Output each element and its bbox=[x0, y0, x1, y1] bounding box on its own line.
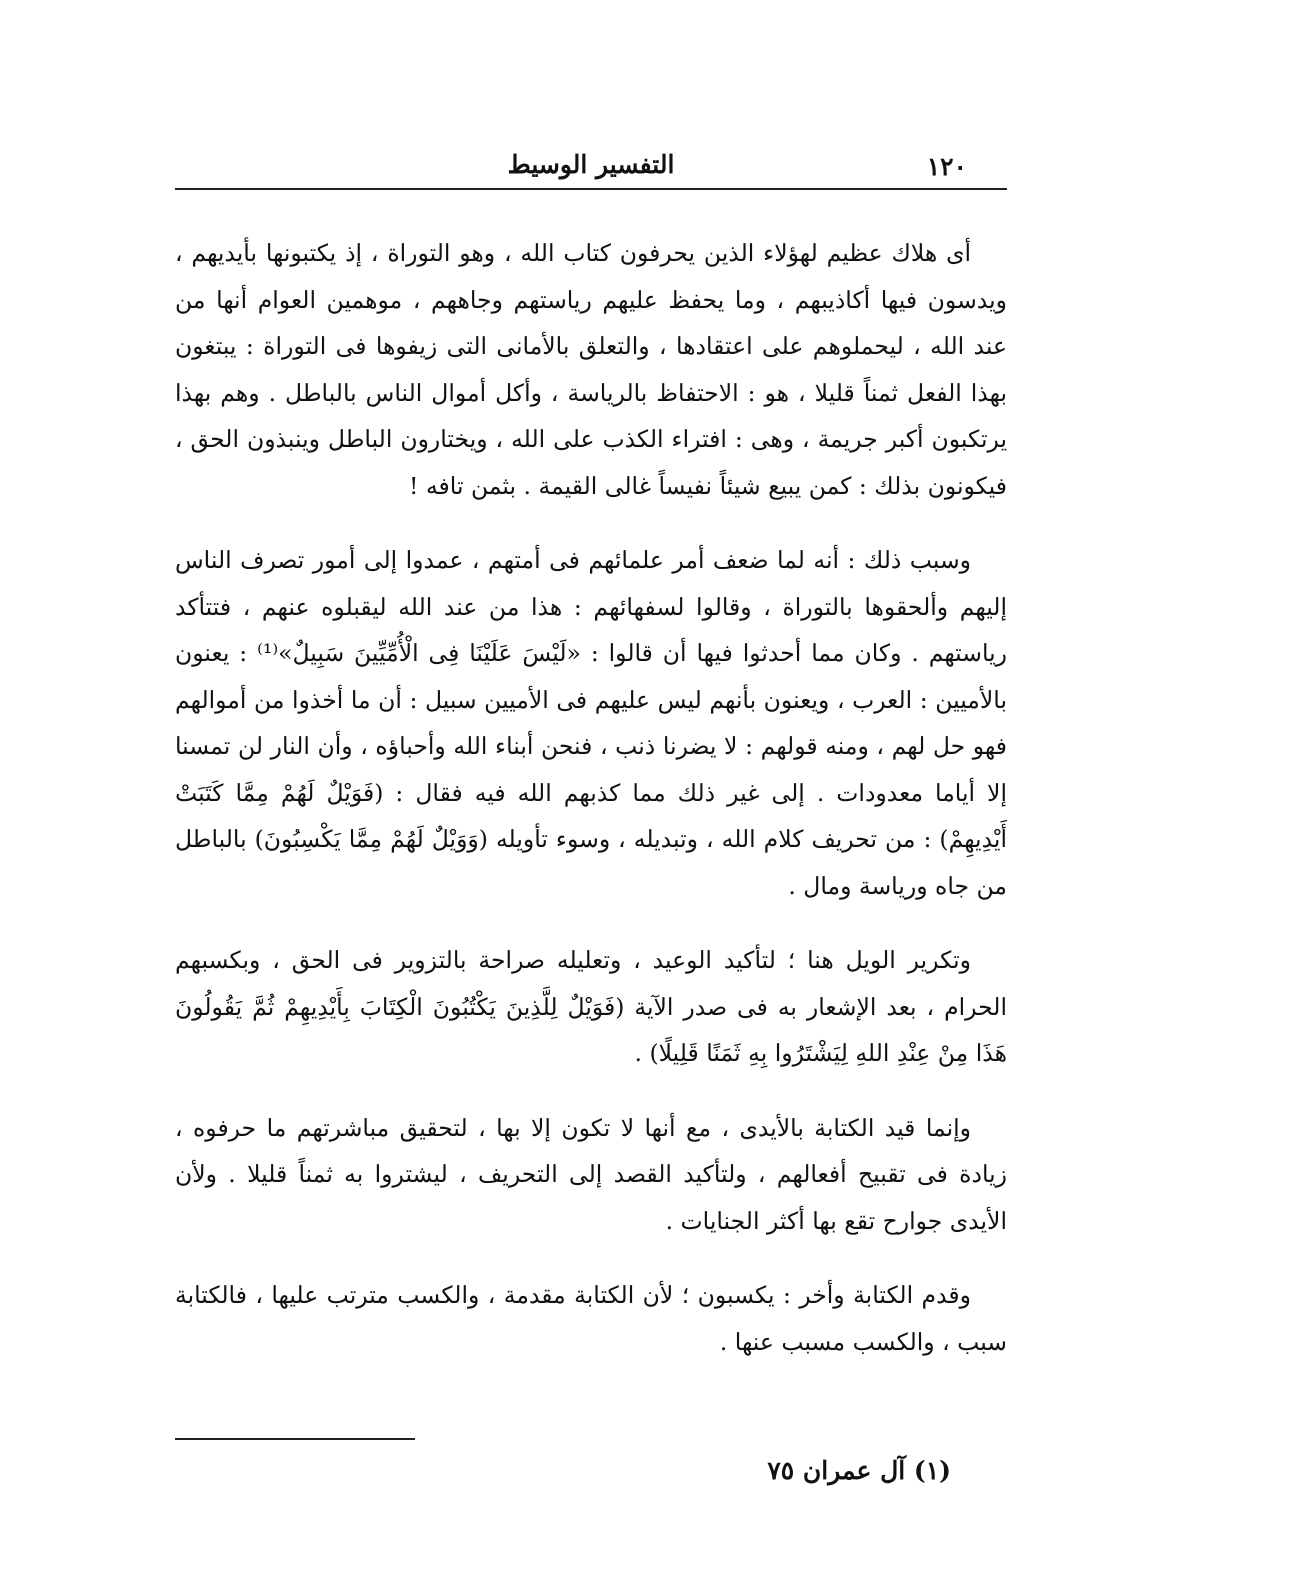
footnote: (١) آل عمران ٧٥ bbox=[767, 1456, 951, 1485]
page-number: ١٢٠ bbox=[926, 152, 967, 181]
paragraph: وقدم الكتابة وأخر : يكسبون ؛ لأن الكتابة مقدمة ، والكسب مترتب عليها ، فالكتابة سبب ، والكسب مسبب عنها . bbox=[175, 1281, 1007, 1356]
paragraph: وتكرير الويل هنا ؛ لتأكيد الوعيد ، وتعليله صراحة بالتزوير فى الحق ، وبكسبهم الحرام ، بعد الإشعار به فى صدر الآية (فَوَيْلٌ لِلَّذِينَ يَكْتُبُونَ الْكِتَابَ بِأَيْدِيهِمْ ثُمَّ يَقُولُونَ هَذَا مِنْ عِنْدِ اللهِ لِيَشْتَرُوا بِهِ ثَمَنًا قَلِيلًا) . bbox=[175, 946, 1007, 1067]
paragraph: أى هلاك عظيم لهؤلاء الذين يحرفون كتاب الله ، وهو التوراة ، إذ يكتبونها بأيديهم ، ويدسون فيها أكاذيبهم ، وما يحفظ عليهم رياستهم وجاههم ، موهمين العوام أنها من عند الله ، ليحملوهم على اعتقادها ، والتعلق بالأمانى التى زيفوها فى التوراة : يبتغون بهذا الفعل ثمناً قليلا ، هو : الاحتفاظ بالرياسة ، وأكل أموال الناس بالباطل . وهم بهذا يرتكبون أكبر جريمة ، وهى : افتراء الكذب على الله ، ويختارون الباطل وينبذون الحق ، فيكونون بذلك : كمن يبيع شيئاً نفيساً غالى القيمة . بثمن تافه ! bbox=[175, 239, 1007, 500]
page-body bbox=[175, 230, 1007, 1365]
paragraph: وسبب ذلك : أنه لما ضعف أمر علمائهم فى أمتهم ، عمدوا إلى أمور تصرف الناس إليهم وألحقوها بالتوراة ، وقالوا لسفهائهم : هذا من عند الله ليقبلوه عنهم ، فتتأكد رياستهم . وكان مما أحدثوا فيها أن قالوا : «لَيْسَ عَلَيْنَا فِى الْأُمِّيِّينَ سَبِيلٌ»⁽¹⁾ : يعنون بالأميين : العرب ، ويعنون بأنهم ليس عليهم فى الأميين سبيل : أن ما أخذوا من أموالهم فهو حل لهم ، ومنه قولهم : لا يضرنا ذنب ، فنحن أبناء الله وأحباؤه ، وأن النار لن تمسنا إلا أياما معدودات . إلى غير ذلك مما كذبهم الله فيه فقال : (فَوَيْلٌ لَهُمْ مِمَّا كَتَبَتْ أَيْدِيهِمْ) : من تحريف كلام الله ، وتبديله ، وسوء تأويله (وَوَيْلٌ لَهُمْ مِمَّا يَكْسِبُونَ) بالباطل من جاه ورياسة ومال . bbox=[175, 546, 1008, 900]
book-page bbox=[175, 140, 1007, 1520]
footnote-divider bbox=[175, 1438, 415, 1440]
running-title: التفسير الوسيط bbox=[507, 150, 675, 179]
paragraph: وإنما قيد الكتابة بالأيدى ، مع أنها لا تكون إلا بها ، لتحقيق مباشرتهم ما حرفوه ، زيادة فى تقبيح أفعالهم ، ولتأكيد القصد إلى التحريف ، ليشتروا به ثمناً قليلا . ولأن الأيدى جوارح تقع بها أكثر الجنايات . bbox=[175, 1113, 1007, 1235]
page-header bbox=[175, 140, 1007, 190]
